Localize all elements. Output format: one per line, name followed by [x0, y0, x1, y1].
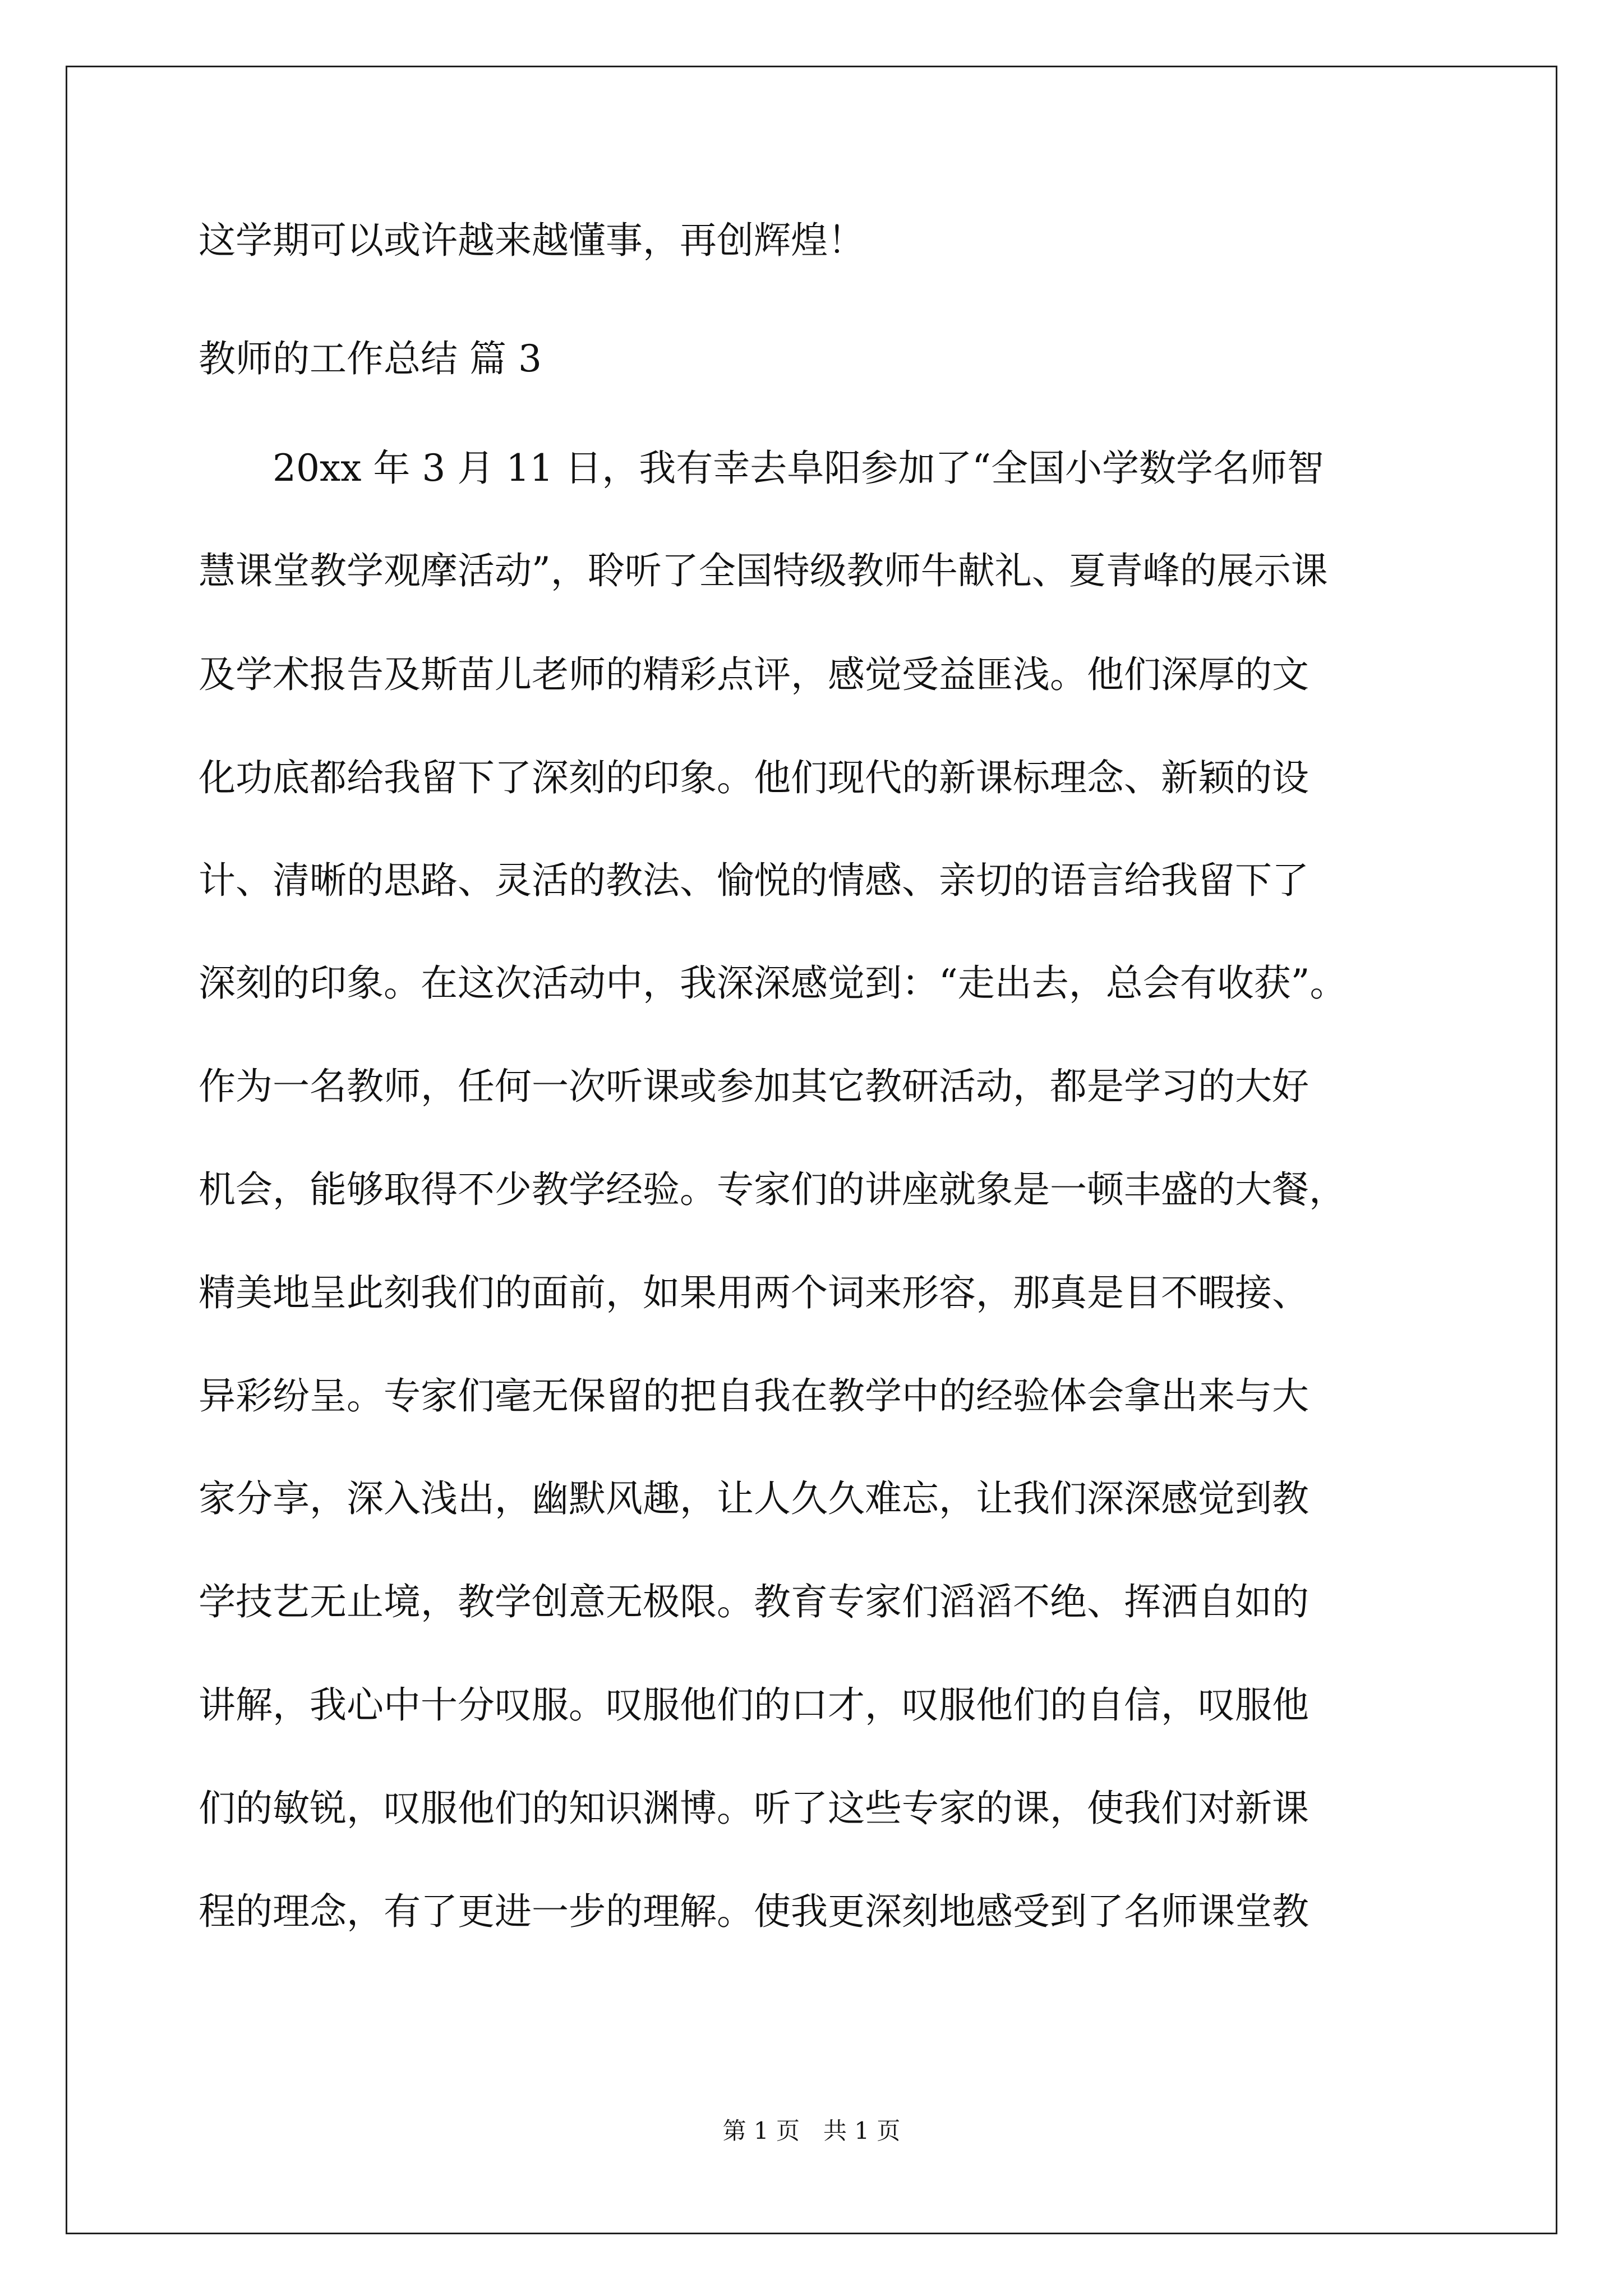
text-line: 异彩纷呈。专家们毫无保留的把自我在教学中的经验体会拿出来与大: [199, 1374, 1309, 1418]
text-line: 这学期可以或许越来越懂事，再创辉煌！: [199, 219, 865, 262]
text-line: 们的敏锐，叹服他们的知识渊博。听了这些专家的课，使我们对新课: [199, 1787, 1309, 1830]
text-line: 计、清晰的思路、灵活的教法、愉悦的情感、亲切的语言给我留下了: [199, 859, 1309, 902]
text-line: 讲解，我心中十分叹服。叹服他们的口才，叹服他们的自信，叹服他: [199, 1683, 1309, 1727]
text-line: 学技艺无止境，教学创意无极限。教育专家们滔滔不绝、挥洒自如的: [199, 1580, 1309, 1623]
text-line: 20xx 年 3 月 11 日，我有幸去阜阳参加了“全国小学数学名师智: [199, 447, 1325, 490]
section-heading: 教师的工作总结 篇 3: [199, 337, 542, 380]
text-line: 作为一名教师，任何一次听课或参加其它教研活动，都是学习的大好: [199, 1065, 1309, 1108]
text-line: 化功底都给我留下了深刻的印象。他们现代的新课标理念、新颖的设: [199, 756, 1309, 799]
text-line: 机会，能够取得不少教学经验。专家们的讲座就象是一顿丰盛的大餐，: [199, 1168, 1346, 1211]
text-line: 家分享，深入浅出，幽默风趣，让人久久难忘，让我们深深感觉到教: [199, 1477, 1309, 1520]
text-line: 程的理念，有了更进一步的理解。使我更深刻地感受到了名师课堂教: [199, 1890, 1309, 1933]
text-line: 深刻的印象。在这次活动中，我深深感觉到：“走出去，总会有收获”。: [199, 961, 1347, 1005]
text-line: 及学术报告及斯苗儿老师的精彩点评，感觉受益匪浅。他们深厚的文: [199, 653, 1309, 696]
text-line: 慧课堂教学观摩活动”，聆听了全国特级教师牛献礼、夏青峰的展示课: [199, 549, 1328, 592]
page-number-footer: 第 1 页 共 1 页: [722, 2117, 901, 2145]
text-line: 精美地呈此刻我们的面前，如果用两个词来形容，那真是目不暇接、: [199, 1271, 1309, 1314]
